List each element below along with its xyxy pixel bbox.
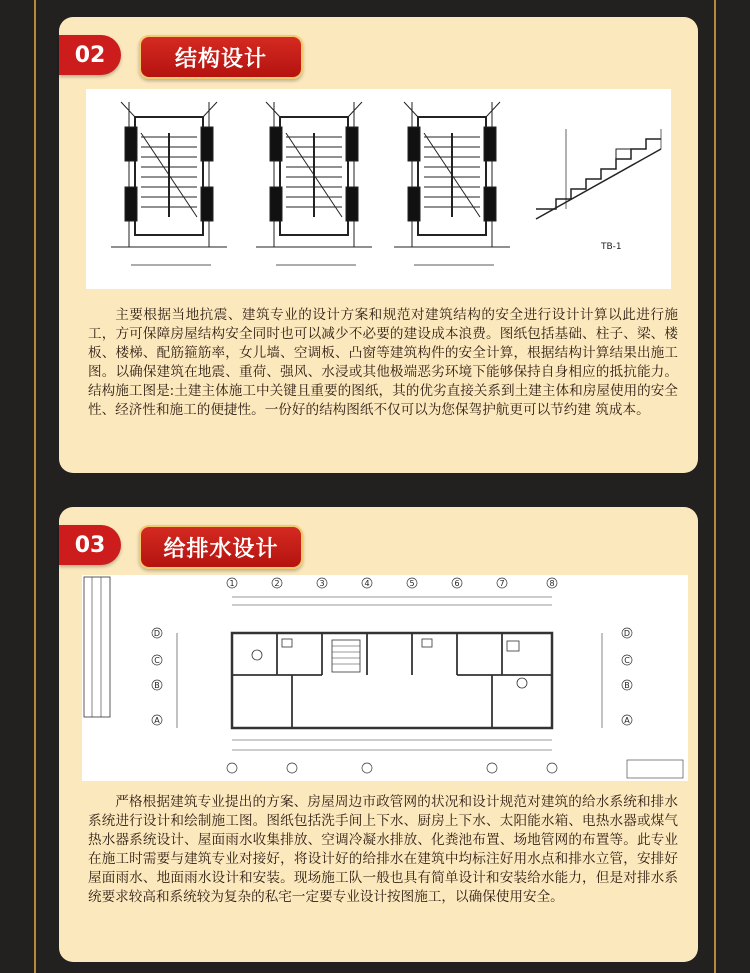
axis-label: 1 bbox=[229, 579, 235, 588]
column-axis-marker bbox=[497, 578, 507, 588]
section-number-badge: 03 bbox=[59, 525, 121, 565]
row-axis-marker bbox=[152, 655, 162, 665]
row-axis-marker bbox=[152, 715, 162, 725]
axis-label: 8 bbox=[549, 579, 555, 588]
section-title: 结构设计 bbox=[139, 35, 303, 79]
column-axis-marker bbox=[362, 578, 372, 588]
structure-description: 主要根据当地抗震、建筑专业的设计方案和规范对建筑结构的安全进行设计计算以此进行施工，方可保障房屋结构安全同时也可以减少不必要的建设成本浪费。图纸包括基础、柱子、梁、楼板、楼梯、配筋箍筋率，女儿墙、空调板、凸窗等建筑构件的安全计算，根据结构计算结果出施工图。以确保建筑在地震、重荷、强风、水浸或其他极端恶劣环境下能够保持自身相应的抵抗能力。结构施工图是:土建主体施工中关键且重要的图纸，其的优劣直接关系到土建主体和房屋使用的安全性、经济性和施工的便捷性。一份好的结构图纸不仅可以为您保驾护航更可以节约建 筑成本。 bbox=[88, 307, 678, 418]
axis-label: 5 bbox=[409, 579, 415, 588]
row-axis-marker-right bbox=[622, 628, 632, 638]
column-axis-marker bbox=[407, 578, 417, 588]
axis-label: A bbox=[624, 716, 630, 725]
column-axis-marker bbox=[547, 578, 557, 588]
row-axis-marker bbox=[152, 680, 162, 690]
axis-label: A bbox=[154, 716, 160, 725]
structure-design-card bbox=[59, 17, 698, 473]
axis-label: 2 bbox=[274, 579, 280, 588]
plumbing-design-card bbox=[59, 507, 698, 962]
row-axis-marker bbox=[152, 628, 162, 638]
column-axis-marker bbox=[317, 578, 327, 588]
axis-label: C bbox=[624, 656, 630, 665]
axis-label: B bbox=[154, 681, 160, 690]
axis-label: B bbox=[624, 681, 630, 690]
plumbing-description: 严格根据建筑专业提出的方案、房屋周边市政管网的状况和设计规范对建筑的给水系统和排水系统进行设计和绘制施工图。图纸包括洗手间上下水、厨房上下水、太阳能水箱、电热水器或煤气热水器系统设计、屋面雨水收集排放、空调冷凝水排放、化粪池布置、场地管网的布置等。此专业在施工时需要与建筑专业对接好，将设计好的给排水在建筑中均标注好用水点和排水立管，安排好屋面雨水、地面雨水设计和安装。现场施工队一般也具有简单设计和安装给水能力，但是对排水系统要求较高和系统较为复杂的私宅一定要专业设计按图施工，以确保使用安全。 bbox=[88, 794, 678, 905]
axis-label: D bbox=[623, 629, 631, 638]
axis-label: 7 bbox=[499, 579, 505, 588]
section-number-badge: 02 bbox=[59, 35, 121, 75]
floor-plan-svg bbox=[82, 575, 688, 781]
column-axis-marker bbox=[227, 578, 237, 588]
row-axis-marker-right bbox=[622, 655, 632, 665]
row-axis-marker-right bbox=[622, 715, 632, 725]
row-axis-marker-right bbox=[622, 680, 632, 690]
column-axis-marker bbox=[272, 578, 282, 588]
axis-label: C bbox=[154, 656, 160, 665]
stair-detail-label: TB-1 bbox=[601, 242, 622, 252]
axis-label: 3 bbox=[319, 579, 325, 588]
right-gold-border bbox=[714, 0, 716, 973]
column-axis-bubble-bottom bbox=[487, 763, 497, 773]
column-axis-bubble-bottom bbox=[227, 763, 237, 773]
column-axis-bubble-bottom bbox=[287, 763, 297, 773]
section-title: 给排水设计 bbox=[139, 525, 303, 569]
plumbing-floor-plan bbox=[82, 575, 688, 781]
axis-label: D bbox=[153, 629, 161, 638]
column-axis-bubble-bottom bbox=[362, 763, 372, 773]
axis-label: 4 bbox=[364, 579, 370, 588]
stair-plan-svg bbox=[86, 89, 671, 289]
stair-plan-drawing bbox=[86, 89, 671, 289]
axis-label: 6 bbox=[454, 579, 460, 588]
column-axis-bubble-bottom bbox=[547, 763, 557, 773]
left-gold-border bbox=[34, 0, 36, 973]
column-axis-marker bbox=[452, 578, 462, 588]
